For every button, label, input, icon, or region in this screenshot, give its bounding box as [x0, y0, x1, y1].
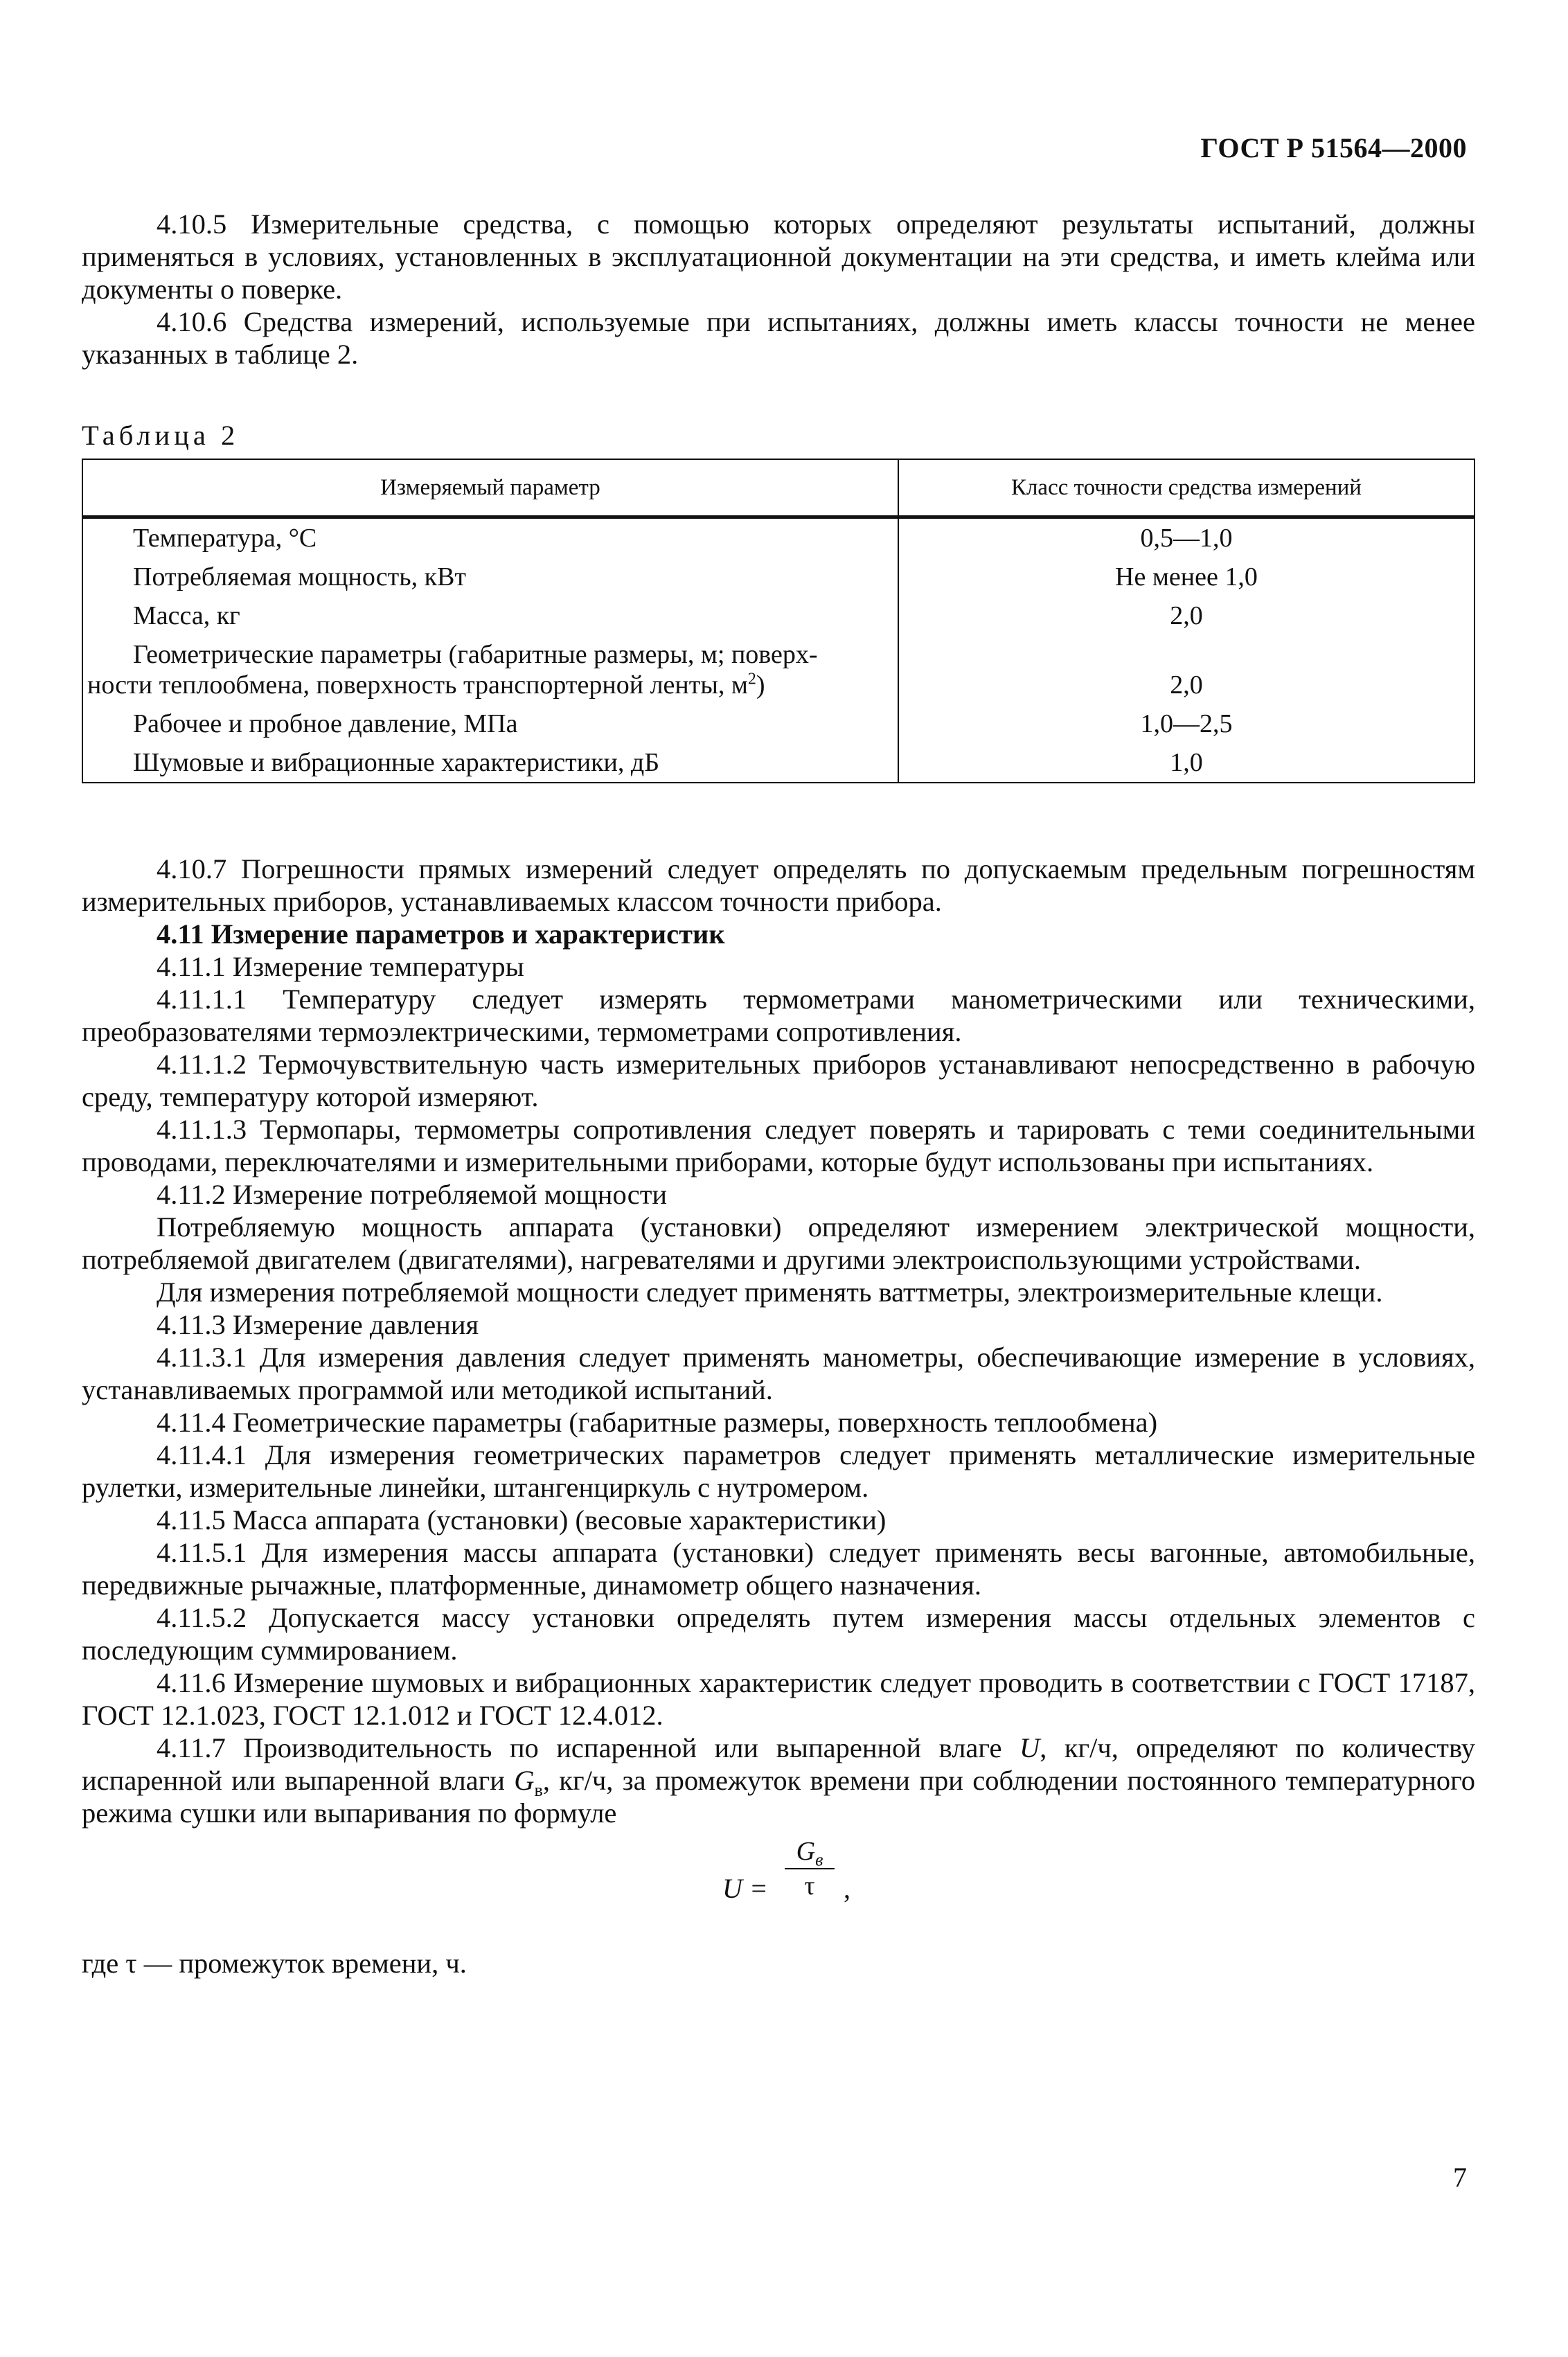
table-cell-value: 2,0: [898, 596, 1475, 635]
variable-u: U: [1019, 1732, 1040, 1763]
superscript: 2: [747, 670, 756, 688]
table-row: [82, 558, 1475, 596]
paragraph-power-instruments: Для измерения потребляемой мощности следует применять ваттметры, электроизмерительные клещи.: [157, 1277, 1383, 1308]
paragraph-4-11-4: 4.11.4 Геометрические параметры (габаритные размеры, поверхность теплообмена): [157, 1407, 1158, 1438]
table-cell-parameter: Масса, кг: [82, 596, 898, 635]
table-cell-parameter: Рабочее и пробное давление, МПа: [82, 704, 898, 743]
variable-g: G: [514, 1765, 535, 1796]
paragraph-4-11-5: 4.11.5 Масса аппарата (установки) (весовые характеристики): [157, 1504, 887, 1536]
table-header-parameter: Измеряемый параметр: [82, 459, 898, 517]
paragraph-text: 4.11.7 Производительность по испаренной или выпаренной влаге: [157, 1732, 1019, 1763]
paragraph-4-11-3: 4.11.3 Измерение давления: [157, 1309, 479, 1340]
table-cell-value: 2,0: [898, 635, 1475, 704]
formula: [82, 1836, 1475, 1926]
table-caption: Таблица 2: [82, 420, 240, 451]
table-cell-parameter: Потребляемая мощность, кВт: [82, 558, 898, 596]
table-cell-value: Не менее 1,0: [898, 558, 1475, 596]
page-number: 7: [1453, 2162, 1467, 2193]
paragraph-4-11-6: 4.11.6 Измерение шумовых и вибрационных характеристик следует проводить в соответствии с ГОСТ 17187, ГОСТ 12.1.023, ГОСТ 12.1.012 и ГОСТ 12.4.012.: [82, 1667, 1475, 1731]
paragraph-4-11-4-1: 4.11.4.1 Для измерения геометрических параметров следует применять металлические измерительные рулетки, измерительные линейки, штангенциркуль с нутромером.: [82, 1439, 1475, 1503]
variable-subscript: в: [534, 1780, 543, 1801]
table-cell-parameter-line1: Геометрические параметры (габаритные размеры, м; поверх-: [133, 640, 818, 669]
document-header: ГОСТ Р 51564—2000: [1200, 132, 1467, 163]
table-row: [82, 635, 1475, 704]
table-header-accuracy: Класс точности средства измерений: [898, 459, 1475, 517]
table-row: [82, 704, 1475, 743]
table-row: [82, 743, 1475, 783]
accuracy-table: [82, 459, 1475, 783]
table-header-row: [82, 459, 1475, 517]
paragraph-4-11-1-1: 4.11.1.1 Температуру следует измерять термометрами манометрическими или техническими, преобразователями термоэлектрическими, термометрами сопротивления.: [82, 984, 1475, 1047]
table-cell-value: 1,0: [898, 743, 1475, 783]
paragraph-4-10-6: 4.10.6 Средства измерений, используемые при испытаниях, должны иметь классы точности не менее указанных в таблице 2.: [82, 306, 1475, 370]
paragraph-4-11-3-1: 4.11.3.1 Для измерения давления следует применять манометры, обеспечивающие измерение в условиях, устанавливаемых программой или методикой испытаний.: [82, 1342, 1475, 1405]
formula-fraction: [785, 1836, 835, 1901]
table-cell-value: 0,5—1,0: [898, 517, 1475, 558]
paragraph-4-10-5: 4.10.5 Измерительные средства, с помощью которых определяют результаты испытаний, должны применяться в условиях, установленных в эксплуатационной документации на эти средства, и иметь клейма или документы о поверке.: [82, 208, 1475, 305]
section-heading-4-11: 4.11 Измерение параметров и характеристик: [157, 918, 725, 950]
paragraph-4-11-1-2: 4.11.1.2 Термочувствительную часть измерительных приборов устанавливают непосредственно в рабочую среду, температуру которой измеряют.: [82, 1049, 1475, 1112]
formula-comma: ,: [844, 1873, 850, 1904]
formula-numerator: [785, 1836, 835, 1870]
table-cell-parameter-line2: ности теплообмена, поверхность транспортерной ленты, м: [87, 670, 748, 700]
formula-where-clause: где τ — промежуток времени, ч.: [82, 1948, 467, 1979]
paragraph-4-11-7: [82, 1732, 1475, 1829]
table-row: [82, 517, 1475, 558]
table-cell-parameter: Шумовые и вибрационные характеристики, дБ: [82, 743, 898, 783]
fraction-bar: [785, 1868, 835, 1869]
closing-paren: ): [756, 670, 765, 700]
paragraph-4-11-5-2: 4.11.5.2 Допускается массу установки определять путем измерения массы отдельных элементов с последующим суммированием.: [82, 1602, 1475, 1666]
paragraph-4-11-5-1: 4.11.5.1 Для измерения массы аппарата (установки) следует применять весы вагонные, автомобильные, передвижные рычажные, платформенные, динамометр общего назначения.: [82, 1537, 1475, 1601]
table-cell-parameter: Температура, °С: [82, 517, 898, 558]
paragraph-4-11-1-3: 4.11.1.3 Термопары, термометры сопротивления следует поверять и тарировать с теми соединительными проводами, переключателями и измерительными приборами, которые будут использованы при испытаниях.: [82, 1114, 1475, 1177]
paragraph-4-11-2: 4.11.2 Измерение потребляемой мощности: [157, 1179, 668, 1210]
document-body: [82, 208, 1475, 1980]
table-cell-value: 1,0—2,5: [898, 704, 1475, 743]
paragraph-4-11-1: 4.11.1 Измерение температуры: [157, 951, 524, 982]
formula-lhs: U =: [722, 1873, 768, 1904]
paragraph-power-definition: Потребляемую мощность аппарата (установки) определяют измерением электрической мощности, потребляемой двигателем (двигателями), нагревателями и другими электроиспользующими устройствами.: [82, 1211, 1475, 1275]
table-row: [82, 596, 1475, 635]
numerator-subscript: в: [815, 1849, 823, 1870]
paragraph-text: , кг/ч, определяют по количеству испаренной или выпаренной влаги: [82, 1732, 1475, 1796]
numerator-symbol: G: [796, 1837, 816, 1866]
table-cell-parameter: [82, 635, 898, 704]
paragraph-4-10-7: 4.10.7 Погрешности прямых измерений следует определять по допускаемым предельным погрешностям измерительных приборов, устанавливаемых классом точности прибора.: [82, 853, 1475, 917]
formula-denominator: τ: [804, 1871, 815, 1901]
paragraph-text: , кг/ч, за промежуток времени при соблюдении постоянного температурного режима сушки или выпаривания по формуле: [82, 1765, 1475, 1829]
